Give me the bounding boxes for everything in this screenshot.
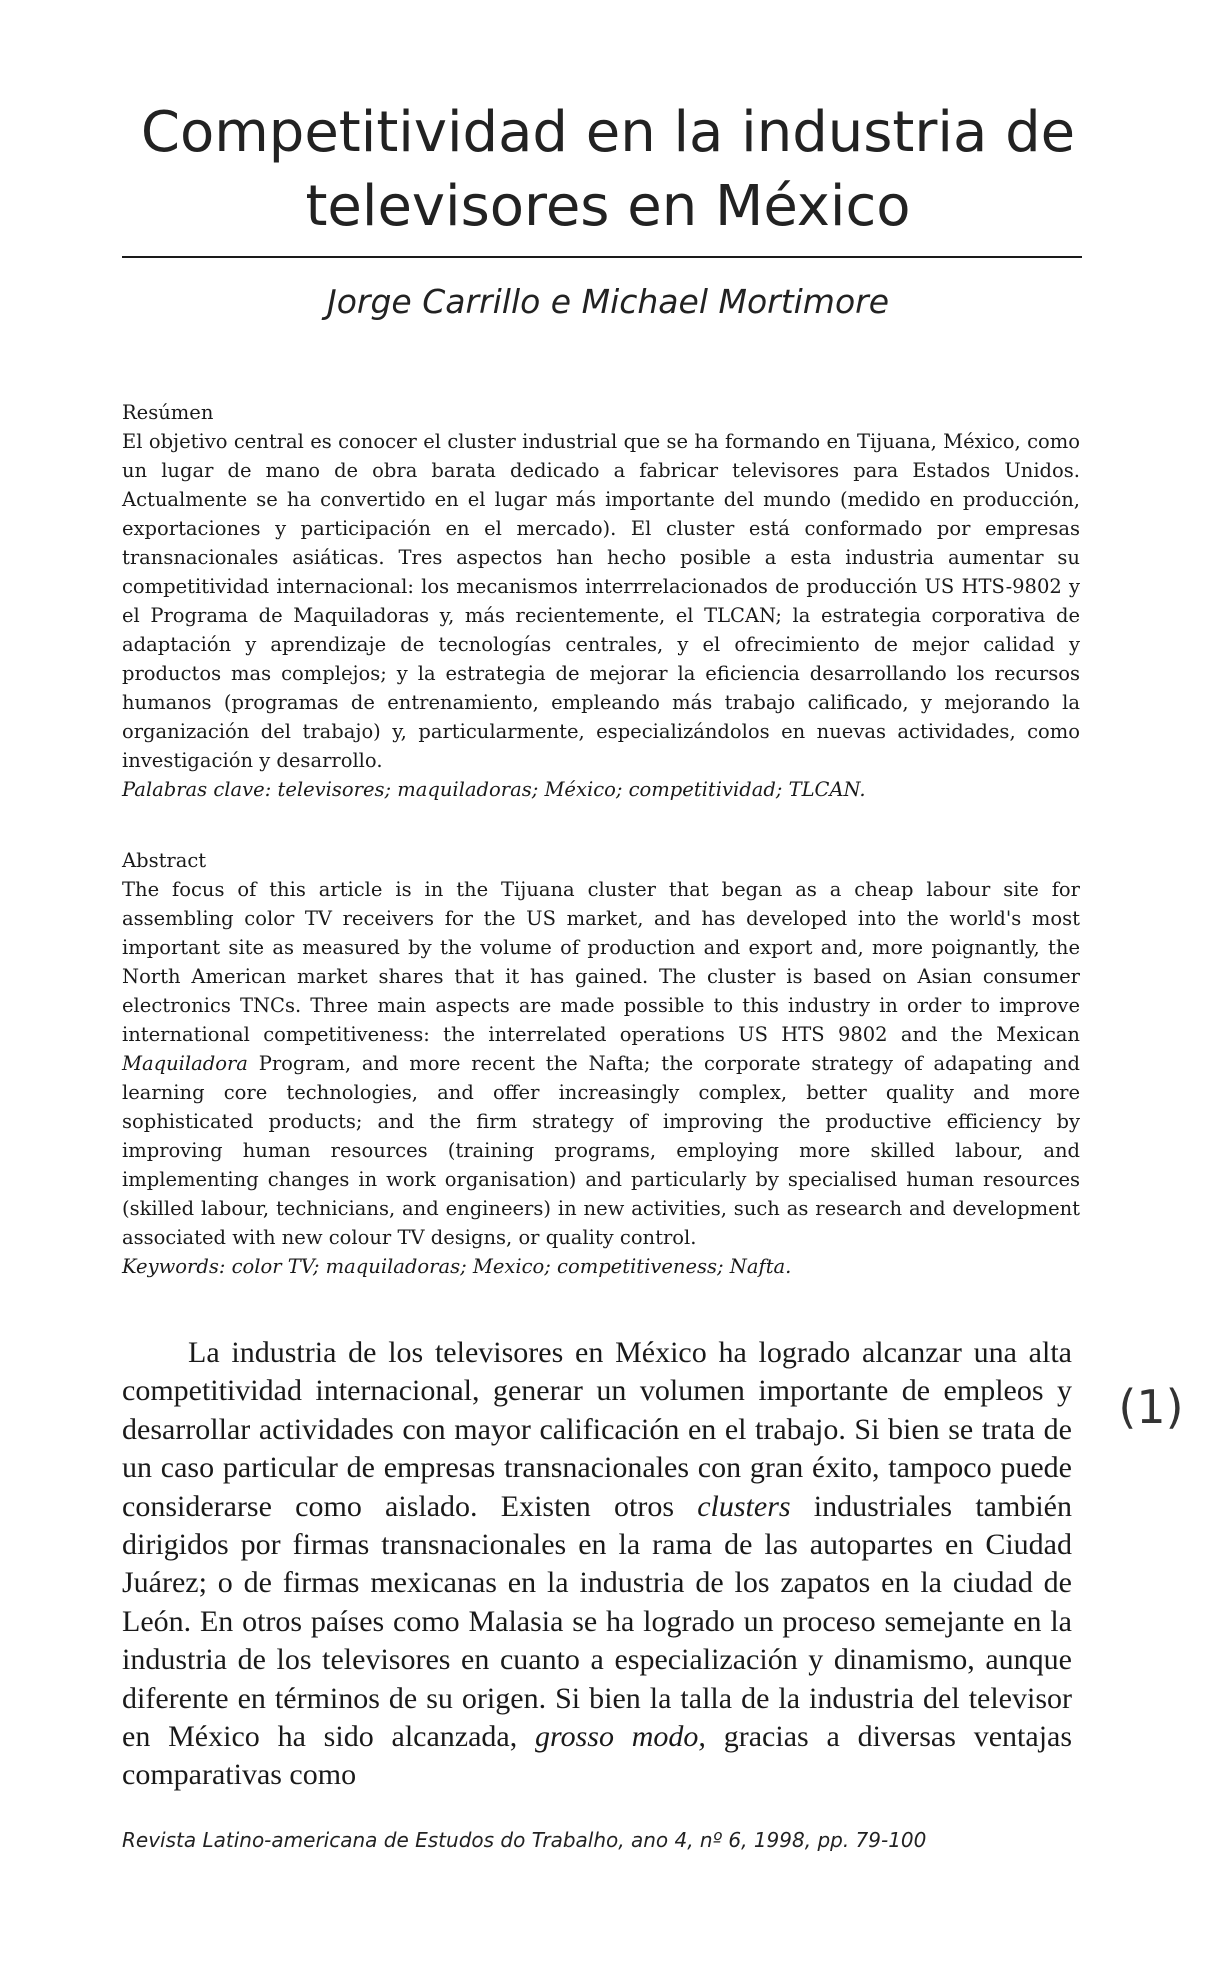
abstract-keywords: Keywords: color TV; maquiladoras; Mexico; competitiveness; Nafta.: [122, 1255, 792, 1278]
abstract-text-part-2: Program, and more recent the Nafta; the corporate strategy of adapating and learning core technologies, and offer increasingly complex, better quality and more sophisticated products; and the firm strategy of improving the productive efficiency by improving human resources (training programs, employing more skilled labour, and implementing changes in work organisation) and particularly by specialised human resources (skilled labour, technicians, and engineers) in new activities, such as research and development associated with new colour TV designs, or quality control.: [122, 1052, 1080, 1249]
resumen-section: [122, 398, 1080, 804]
abstract-text: [122, 875, 1080, 1252]
abstract-section: [122, 846, 1080, 1281]
journal-citation-footer: Revista Latino-americana de Estudos do Trabalho, ano 4, nº 6, 1998, pp. 79-100: [122, 1828, 927, 1852]
body-paragraph: [122, 1334, 1072, 1795]
abstract-text-italic: Maquiladora: [122, 1052, 248, 1075]
abstract-heading: Abstract: [122, 849, 207, 872]
resumen-keywords: Palabras clave: televisores; maquiladoras; México; competitividad; TLCAN.: [122, 778, 866, 801]
body-text-italic-2: grosso modo,: [535, 1720, 706, 1754]
body-text-italic-1: clusters: [697, 1489, 791, 1523]
body-text-part-1: La industria de los televisores en México ha logrado alcanzar una alta competitividad internacional, generar un volumen importante de empleos y desarrollar actividades con mayor calificación en el trabajo. Si bien se trata de un caso particular de empresas transnacionales con gran éxito, tampoco puede considerarse como aislado. Existen otros: [122, 1336, 1072, 1523]
article-authors: Jorge Carrillo e Michael Mortimore: [326, 282, 890, 321]
resumen-text: El objetivo central es conocer el cluster industrial que se ha formando en Tijuana, México, como un lugar de mano de obra barata dedicado a fabricar televisores para Estados Unidos. Actualmente se ha convertido en el lugar más importante del mundo (medido en producción, exportaciones y participación en el mercado). El cluster está conformado por empresas transnacionales asiáticas. Tres aspectos han hecho posible a esta industria aumentar su competitividad internacional: los mecanismos interrrelacionados de producción US HTS-9802 y el Programa de Maquiladoras y, más recientemente, el TLCAN; la estrategia corporativa de adaptación y aprendizaje de tecnologías centrales, y el ofrecimiento de mejor calidad y productos mas complejos; y la estrategia de mejorar la eficiencia desarrollando los recursos humanos (programas de entrenamiento, empleando más trabajo calificado, y mejorando la organización del trabajo) y, particularmente, especializándolos en nuevas actividades, como investigación y desarrollo.: [122, 430, 1080, 772]
title-divider: [122, 256, 1082, 258]
body-text-part-2: industriales también dirigidos por firmas transnacionales en la rama de las autopartes en Ciudad Juárez; o de firmas mexicanas en la industria de los zapatos en la ciudad de León. En otros países como Malasia se ha logrado un proceso semejante en la industria de los televisores en cuanto a especialización y dinamismo, aunque diferente en términos de su origen. Si bien la talla de la industria del televisor en México ha sido alcanzada,: [122, 1489, 1072, 1754]
article-title: Competitividad en la industria de televisores en México: [140, 100, 1076, 239]
body-text-part-3: gracias a diversas ventajas comparativas como: [122, 1720, 1073, 1792]
abstract-text-part-1: The focus of this article is in the Tijuana cluster that began as a cheap labour site for assembling color TV receivers for the US market, and has developed into the world's most important site as measured by the volume of production and export and, more poignantly, the North American market shares that it has gained. The cluster is based on Asian consumer electronics TNCs. Three main aspects are made possible to this industry in order to improve international competitiveness: the interrelated operations US HTS 9802 and the Mexican: [122, 878, 1080, 1046]
handwritten-margin-note: (1): [1118, 1380, 1184, 1434]
resumen-heading: Resúmen: [122, 401, 214, 424]
